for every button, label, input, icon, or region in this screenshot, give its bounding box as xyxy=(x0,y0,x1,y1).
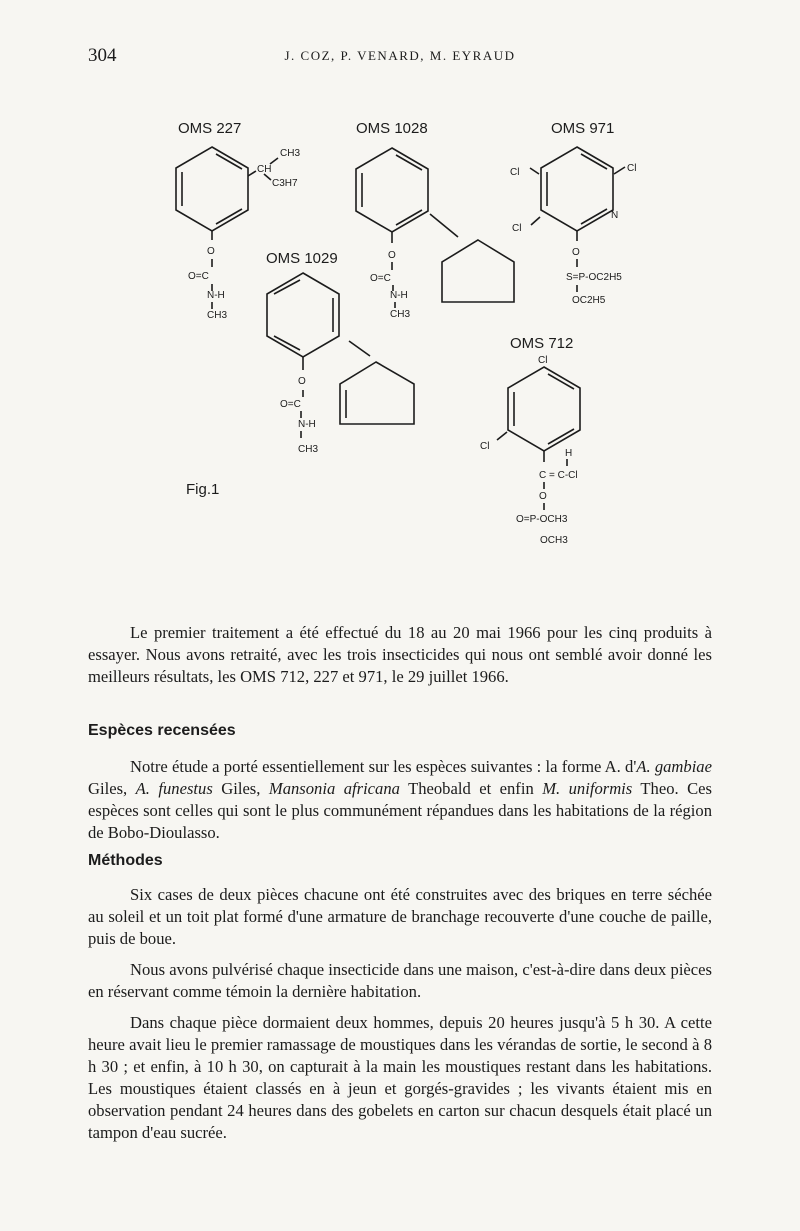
compound-oms-227 xyxy=(176,120,300,321)
species-name: Mansonia africana xyxy=(268,779,400,798)
running-head: J. COZ, P. VENARD, M. EYRAUD xyxy=(284,48,516,63)
heading-especes-recensees: Espèces recensées xyxy=(88,722,236,739)
paragraph-text: Le premier traitement a été effectué du 18 au 20 mai 1966 pour les cinq produits à essayer. Nous avons retraité, avec les trois insecticides qui nous ont semblé avoir donné les meilleurs résultats, les OMS 712, 227 et 971, le 29 juillet 1966. xyxy=(88,623,712,686)
paragraph-text xyxy=(88,756,712,844)
oms-971-label: OMS 971 xyxy=(551,120,615,137)
text-run: Giles, xyxy=(88,779,136,798)
oms-712-chain-1: C = C-Cl xyxy=(539,470,578,481)
oms-971-cl-bottom: Cl xyxy=(512,223,522,234)
oms-1028-cyclopentyl-bond xyxy=(430,214,458,237)
oms-712-chain-3: O=P-OCH3 xyxy=(516,514,568,525)
oms-971-substituent-bond xyxy=(530,168,539,174)
oms-971-chain-2: OC2H5 xyxy=(572,295,606,306)
oms-1029-chain-3: CH3 xyxy=(298,444,319,455)
oms-971-substituent-bond xyxy=(614,167,625,174)
oms-1028-cyclopentyl-ring xyxy=(442,240,514,302)
species-name: A. gambiae xyxy=(636,757,712,776)
oms-1029-cyclopentenyl-ring xyxy=(340,362,414,424)
paragraph-traitement xyxy=(88,622,712,697)
oms-1029-cyclopentenyl-bond xyxy=(349,341,370,356)
oms-1028-benzene-ring xyxy=(356,148,428,232)
compound-oms-712 xyxy=(480,335,580,546)
text-run: Giles, xyxy=(212,779,269,798)
text-run: Theo. Ces espèces sont celles qui sont le plus communément répandues dans les habitations de la région de Bobo-Dioulasso. xyxy=(88,779,712,842)
paragraph-pulverisation: Nous avons pulvérisé chaque insecticide dans une maison, c'est-à-dire dans deux pièces en réservant comme témoin la dernière habitation. xyxy=(88,960,712,1001)
oms-712-chain-2: O xyxy=(539,491,547,502)
oms-227-label: OMS 227 xyxy=(178,120,242,137)
oms-1029-chain-2: N-H xyxy=(298,419,316,430)
oms-1028-chain-3: CH3 xyxy=(390,309,411,320)
oms-227-benzene-ring xyxy=(176,147,248,231)
text-run: Theobald et enfin xyxy=(399,779,543,798)
species-name: M. uniformis xyxy=(542,779,633,798)
oms-712-benzene-ring xyxy=(508,367,580,451)
oms-712-chain-0: H xyxy=(565,448,573,459)
oms-971-chain-0: O xyxy=(572,247,580,258)
oms-971-cl-right: Cl xyxy=(627,163,637,174)
compound-oms-1029 xyxy=(266,250,414,455)
compound-oms-1028 xyxy=(356,120,514,320)
compound-oms-971 xyxy=(510,120,636,306)
figure-label: Fig.1 xyxy=(186,481,220,498)
methodes-body xyxy=(88,884,712,1153)
oms-1028-label: OMS 1028 xyxy=(356,120,428,137)
oms-227-ch3: CH3 xyxy=(280,148,301,159)
oms-712-substituent-bond xyxy=(497,432,507,440)
oms-1028-chain-1: O=C xyxy=(370,273,391,284)
oms-1028-chain-2: N-H xyxy=(390,290,408,301)
oms-712-cl-left: Cl xyxy=(480,441,490,452)
oms-971-pyridine-ring xyxy=(541,147,613,231)
oms-1029-label: OMS 1029 xyxy=(266,250,338,267)
oms-227-chain-3: CH3 xyxy=(207,310,228,321)
oms-1029-benzene-ring xyxy=(267,273,339,357)
oms-227-chain-0: O xyxy=(207,246,215,257)
page-number: 304 xyxy=(88,45,117,66)
oms-971-cl-left: Cl xyxy=(510,167,520,178)
paragraph-especes xyxy=(88,756,712,853)
oms-227-c3h7: C3H7 xyxy=(272,178,298,189)
oms-971-chain-1: S=P-OC2H5 xyxy=(566,272,622,283)
paragraph-cases: Six cases de deux pièces chacune ont été construites avec des briques en terre séchée au soleil et un toit plat formé d'une armature de branchage recouverte d'une couche de paille, puis de boue. xyxy=(88,885,712,948)
oms-1029-chain-0: O xyxy=(298,376,306,387)
oms-971-n: N xyxy=(611,210,619,221)
oms-227-chain-1: O=C xyxy=(188,271,209,282)
oms-227-ch: CH xyxy=(257,164,272,175)
oms-712-label: OMS 712 xyxy=(510,335,574,352)
chemical-structures-figure xyxy=(0,0,800,600)
oms-227-chain-2: N-H xyxy=(207,290,225,301)
oms-1029-chain-1: O=C xyxy=(280,399,301,410)
heading-methodes: Méthodes xyxy=(88,852,163,869)
oms-712-chain-4: OCH3 xyxy=(540,535,568,546)
oms-1028-chain-0: O xyxy=(388,250,396,261)
oms-227-side-bond xyxy=(248,171,256,176)
paragraph-ramassage: Dans chaque pièce dormaient deux hommes, depuis 20 heures jusqu'à 5 h 30. A cette heure avait lieu le premier ramassage de moustiques dans les vérandas de sortie, le second à 8 h 30 ; et enfin, à 10 h 30, on capturait à la main les moustiques restant dans les habitations. Les moustiques étaient classés en à jeun et gorgés-gravides ; les vivants étaient mis en observation pendant 24 heures dans des gobelets en carton sur chacun desquels était placé un tampon d'eau sucrée. xyxy=(88,1013,712,1142)
oms-712-cl-top: Cl xyxy=(538,355,548,366)
text-run: Notre étude a porté essentiellement sur les espèces suivantes : la forme A. d' xyxy=(130,757,637,776)
oms-971-substituent-bond xyxy=(531,217,540,225)
species-name: A. funestus xyxy=(135,779,213,798)
